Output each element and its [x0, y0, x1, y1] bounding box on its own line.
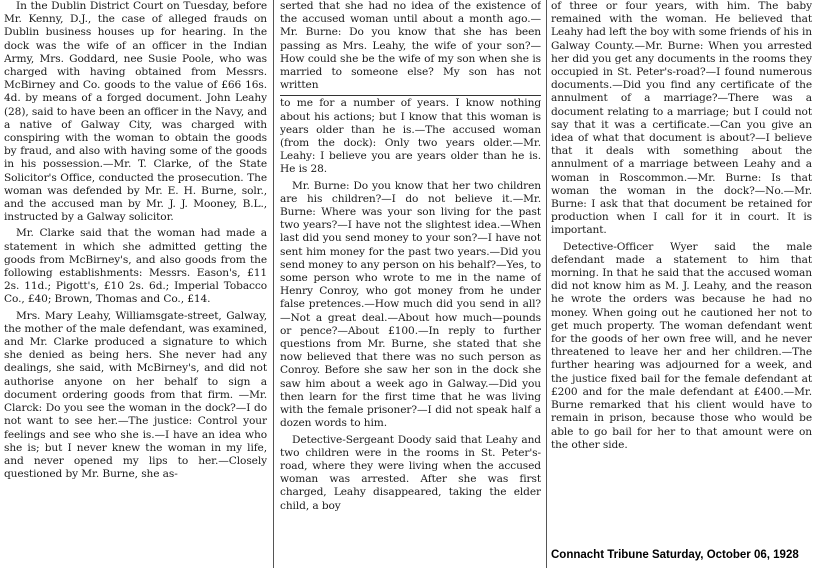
paragraph-mary-leahy-evidence: Mrs. Mary Leahy, Williamsgate-street, Galway, the mother of the male defendant, was examined, and Mr. Clarke produced a signature to which she denied as being hers. She never had any dealings, she said, with McBirney's, and did not authorise anyone on her behalf to sign a document ordering goods from that firm. —Mr. Clarck: Do you see the woman in the dock?—I do not want to see her.—The justice: Control your feelings and see who she is.—I have an idea who she is; but I never knew the woman in my life, and never opened my lips to her.—Closely questioned by Mr. Burne, she as-: [4, 309, 267, 481]
paragraph-continued-from-column-1: serted that she had no idea of the existence of the accused woman until about a month ago.—Mr. Burne: Do you know that she has been passing as Mrs. Leahy, the wife of your son?—How could she be the wife of my son when she is married to someone else? My son has not written: [280, 0, 541, 92]
column-divider-1: [273, 0, 274, 568]
source-caption: Connacht Tribune Saturday, October 06, 1928: [551, 544, 815, 566]
cut-line: [280, 95, 541, 96]
paragraph-burne-questions: Mr. Burne: Do you know that her two children are his children?—I do not believe it.—Mr. Burne: Where was your son living for the past two years?—I have not the slightest idea.—When last did you send money to your son?—I have not sent him money for the past two years.—Did you send money to any person on his behalf?—Yes, to some person who wrote to me in the name of Henry Conroy, who got money from he under false pretences.—How much did you send in all?—Not a great deal.—About how much—pounds or pence?—About £100.—In reply to further questions from Mr. Burne, she stated that she now believed that there was no such person as Conroy. Before she saw her son in the dock she saw him about a week ago in Galway.—Did you then learn for the first time that he was living with the female prisoner?—I did not speak half a dozen words to him.: [280, 179, 541, 430]
paragraph-documents-found: of three or four years, with him. The baby remained with the woman. He believed that Leahy had left the boy with some friends of his in Galway County.—Mr. Burne: When you arrested her did you get any documents in the rooms they occupied in St. Peter's-road?—I found numerous documents.—Did you find any certificate of the annulment of a marriage?—There was a document relating to a marriage; but I could not say that it was a certificate.—Can you give an idea of what that document is about?—I believe that it deals with something about the annulment of a marriage between Leahy and a woman in Roscommon.—Mr. Burne: Is that woman the woman in the dock?—No.—Mr. Burne: I ask that that document be retained for production when I call for it in court. It is important.: [551, 0, 812, 237]
paragraph-clarke-statement: Mr. Clarke said that the woman had made a statement in which she admitted getting the goods from McBirney's, and also goods from the following establishments: Messrs. Eason's, £11 2s. 11d.; Pigott's, £10 2s. 6d.; Imperial Tobacco Co., £40; Brown, Thomas and Co., £14.: [4, 227, 267, 306]
paragraph-leahy-years-older: to me for a number of years. I know nothing about his actions; but I know that this woman is years older than he is.—The accused woman (from the dock): Only two years older.—Mr. Leahy: I believe you are years older than he is. He is 28.: [280, 97, 541, 176]
column-3: [551, 0, 812, 532]
column-1: [4, 0, 267, 568]
column-divider-2: [546, 0, 547, 568]
paragraph-detective-wyer: Detective-Officer Wyer said the male defendant made a statement to him that morning. In that he said that the accused woman did not know him as M. J. Leahy, and the reason he wrote the orders was because he had no money. When going out he cautioned her not to get much property. The woman defendant went for the goods of her own free will, and he never threatened to leave her and her children.—The further hearing was adjourned for a week, and the justice fixed bail for the female defendant at £200 and for the male defendant at £400.—Mr. Burne remarked that his client would have to remain in prison, because those who would be able to go bail for her to that amount were on the other side.: [551, 240, 812, 451]
paragraph-detective-doody: Detective-Sergeant Doody said that Leahy and two children were in the rooms in St. Peter's-road, where they were living when the accused woman was arrested. After she was first charged, Leahy disappeared, taking the elder child, a boy: [280, 433, 541, 512]
column-2: [280, 0, 541, 568]
paragraph-court-case-intro: In the Dublin District Court on Tuesday, before Mr. Kenny, D.J., the case of alleged frauds on Dublin business houses up for hearing. In the dock was the wife of an officer in the Indian Army, Mrs. Goddard, nee Susie Poole, who was charged with having obtained from Messrs. McBirney and Co. goods to the value of £66 16s. 4d. by means of a forged document. John Leahy (28), said to have been an officer in the Navy, and a native of Galway City, was charged with conspiring with the woman to obtain the goods by fraud, and also with having some of the goods in his possession.—Mr. T. Clarke, of the State Solicitor's Office, conducted the prosecution. The woman was defended by Mr. E. H. Burne, solr., and the accused man by Mr. J. J. Mooney, B.L., instructed by a Galway solicitor.: [4, 0, 267, 224]
